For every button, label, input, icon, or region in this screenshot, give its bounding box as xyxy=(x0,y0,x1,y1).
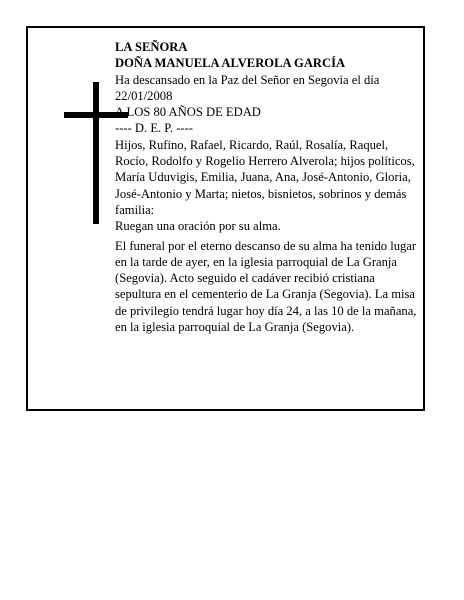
cross-vertical-bar xyxy=(93,82,99,224)
age-statement: A LOS 80 AÑOS DE EDAD xyxy=(115,105,261,120)
rip-line: ---- D. E. P. ---- xyxy=(115,121,193,136)
notice-heading: LA SEÑORA xyxy=(115,40,188,54)
prayer-request: Ruegan una oración por su alma. xyxy=(115,219,281,234)
notice-text xyxy=(115,39,417,335)
rested-statement: Ha descansado en la Paz del Señor en Segovia el día 22/01/2008 xyxy=(115,72,380,103)
family-list: Hijos, Rufino, Rafael, Ricardo, Raúl, Rosalía, Raquel, Rocío, Rodolfo y Rogelio Herrero Alverola; hijos políticos, María Uduvigis, Emilia, Juana, Ana, José-Antonio, Gloria, José-Antonio y Marta; nietos, bisnietos, sobrinos y demás familia: xyxy=(115,137,415,217)
funeral-details: El funeral por el eterno descanso de su alma ha tenido lugar en la tarde de ayer, en la iglesia parroquial de La Granja (Segovia). Acto seguido el cadáver recibió cristiana sepultura en el cementerio de La Granja (Segovia). La misa de privilegio tendrá lugar hoy día 24, a las 10 de la mañana, en la iglesia parroquial de La Granja (Segovia). xyxy=(115,238,417,335)
deceased-name: DOÑA MANUELA ALVEROLA GARCÍA xyxy=(115,56,346,71)
